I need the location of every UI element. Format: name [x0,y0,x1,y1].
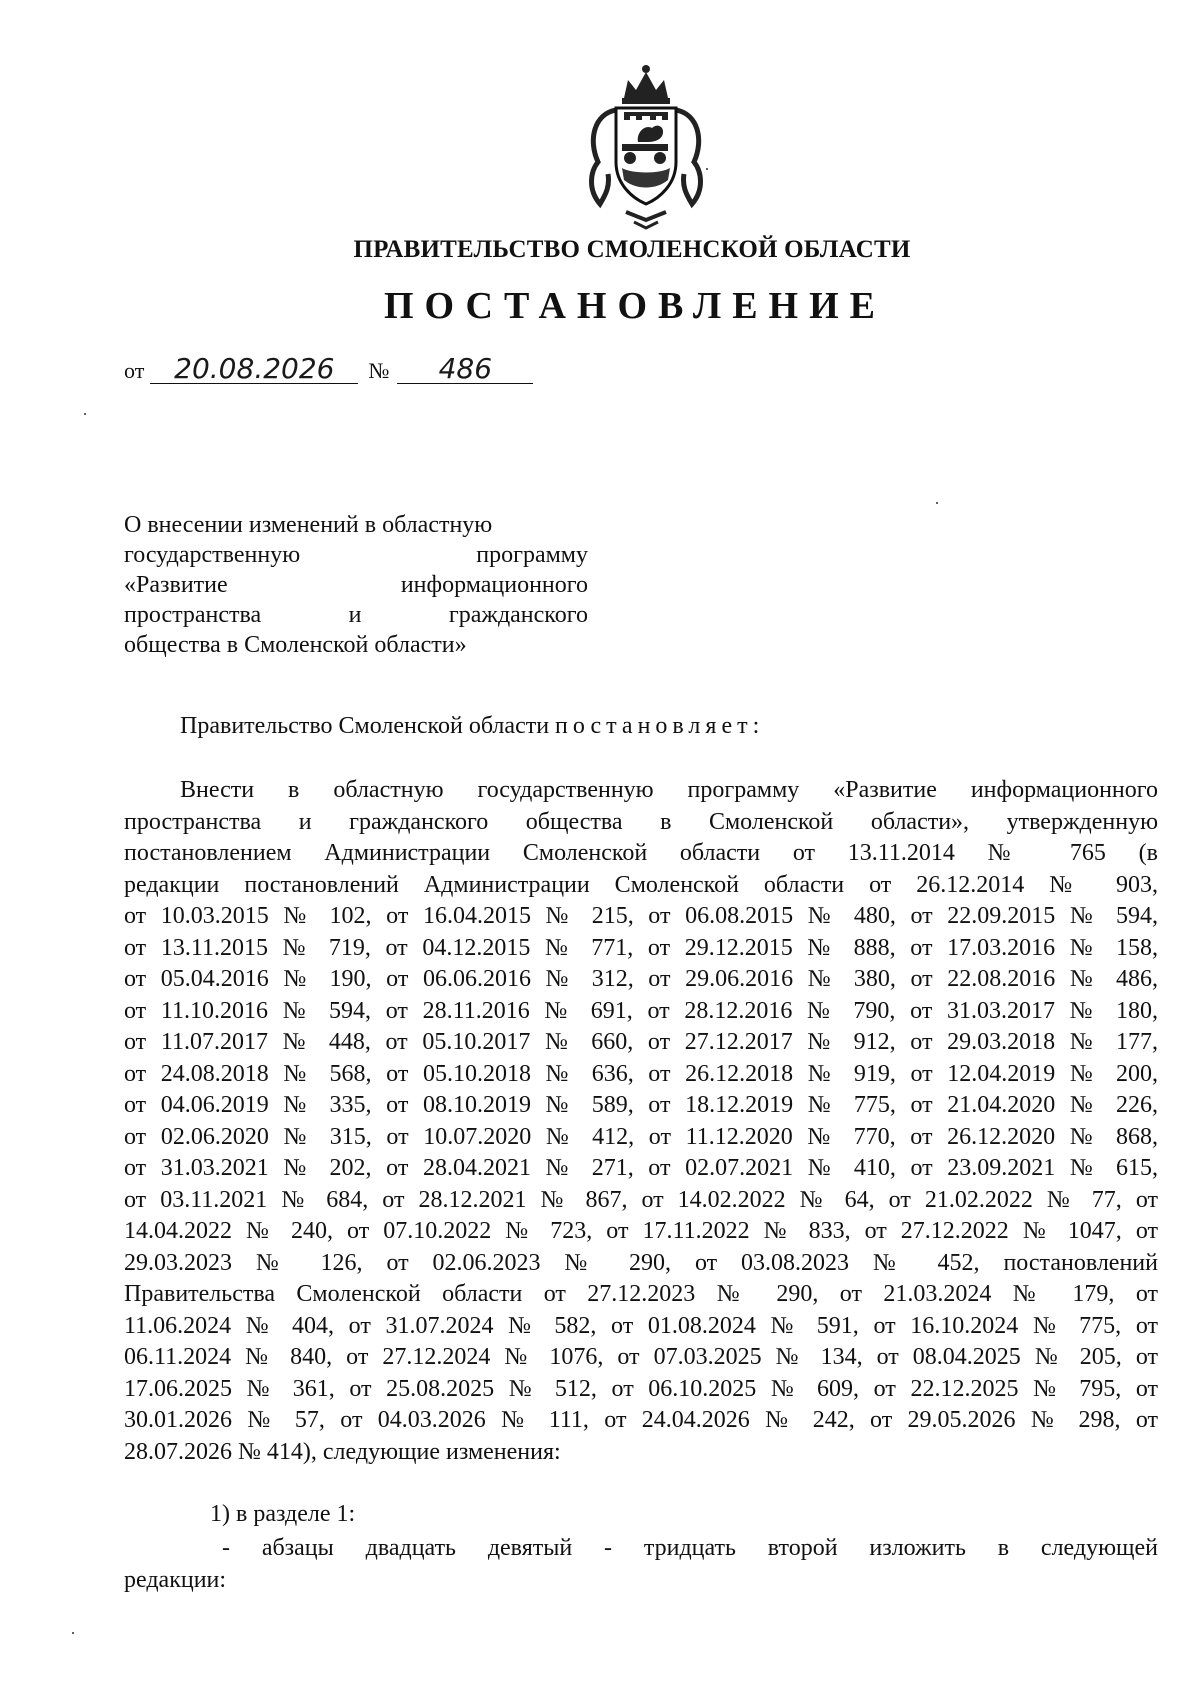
paragraph-line: - абзацы двадцать девятый - тридцать второй изложить в следующей [222,1535,1158,1561]
body-line: от 04.06.2019 № 335, от 08.10.2019 № 589, от 18.12.2019 № 775, от 21.04.2020 № 226, [124,1092,1158,1118]
body-line: 30.01.2026 № 57, от 04.03.2026 № 111, от 24.04.2026 № 242, от 29.05.2026 № 298, от [124,1407,1158,1433]
handwritten-date: 20.08.2026 [150,355,358,384]
subject-line: общества в Смоленской области» [124,632,467,658]
document-subject [124,510,588,660]
body-line: 11.06.2024 № 404, от 31.07.2024 № 582, от 01.08.2024 № 591, от 16.10.2024 № 775, от [124,1312,1158,1339]
paragraph-line: редакции: [124,1566,227,1593]
organization-name: ПРАВИТЕЛЬСТВО СМОЛЕНСКОЙ ОБЛАСТИ [353,236,911,263]
subject-line: О внесении изменений в областную [124,512,493,538]
body-line: от 11.07.2017 № 448, от 05.10.2017 № 660, от 27.12.2017 № 912, от 29.03.2018 № 177, [124,1029,1158,1055]
body-line: 14.04.2022 № 240, от 07.10.2022 № 723, от 17.11.2022 № 833, от 27.12.2022 № 1047, от [124,1218,1158,1244]
scan-speck [84,413,86,415]
body-line: от 31.03.2021 № 202, от 28.04.2021 № 271, от 02.07.2021 № 410, от 23.09.2021 № 615, [124,1155,1158,1181]
subject-line: государственную программу [124,542,588,568]
body-line: от 24.08.2018 № 568, от 05.10.2018 № 636, от 26.12.2018 № 919, от 12.04.2019 № 200, [124,1060,1158,1087]
body-line: 28.07.2026 № 414), следующие изменения: [124,1438,561,1465]
body-line: редакции постановлений Администрации Смоленской области от 26.12.2014 № 903, [124,871,1158,898]
body-line: от 03.11.2021 № 684, от 28.12.2021 № 867, от 14.02.2022 № 64, от 21.02.2022 № 77, от [124,1186,1158,1213]
body-line: от 11.10.2016 № 594, от 28.11.2016 № 691, от 28.12.2016 № 790, от 31.03.2017 № 180, [124,997,1158,1024]
scan-speck [936,502,938,504]
body-line: от 02.06.2020 № 315, от 10.07.2020 № 412, от 11.12.2020 № 770, от 26.12.2020 № 868, [124,1123,1158,1150]
body-line: 06.11.2024 № 840, от 27.12.2024 № 1076, от 07.03.2025 № 134, от 08.04.2025 № 205, от [124,1344,1158,1370]
list-item-1: 1) в разделе 1: [210,1501,356,1527]
handwritten-number: 486 [397,355,533,384]
resolution-lead: Правительство Смоленской области [180,713,550,739]
scan-speck [72,1632,74,1634]
body-line: от 13.11.2015 № 719, от 04.12.2015 № 771, от 29.12.2015 № 888, от 17.03.2016 № 158, [124,934,1158,961]
scan-speck [706,168,708,170]
body-line: постановлением Администрации Смоленской области от 13.11.2014 № 765 (в [124,840,1158,866]
subject-line: «Развитие информационного [124,572,588,598]
number-prefix: № [368,358,390,383]
resolution-verb: постановляет: [555,713,765,739]
body-line: Правительства Смоленской области от 27.12.2023 № 290, от 21.03.2024 № 179, от [124,1281,1158,1307]
body-line: пространства и гражданского общества в Смоленской области», утвержденную [124,808,1158,835]
body-line: Внести в областную государственную программу «Развитие информационного [180,777,1158,803]
date-prefix: от [124,358,145,383]
subject-line: пространства и гражданского [124,602,588,628]
amendment-paragraph [124,1533,1158,1596]
date-number-line [124,352,533,385]
main-body-text [124,775,1158,1468]
body-line: от 10.03.2015 № 102, от 16.04.2015 № 215, от 06.08.2015 № 480, от 22.09.2015 № 594, [124,903,1158,929]
document-type: ПОСТАНОВЛЕНИЕ [383,285,887,327]
body-line: 29.03.2023 № 126, от 02.06.2023 № 290, от 03.08.2023 № 452, постановлений [124,1249,1158,1276]
body-line: от 05.04.2016 № 190, от 06.06.2016 № 312, от 29.06.2016 № 380, от 22.08.2016 № 486, [124,966,1158,992]
resolution-phrase [180,713,764,740]
coat-of-arms-emblem [576,62,716,230]
body-line: 17.06.2025 № 361, от 25.08.2025 № 512, от 06.10.2025 № 609, от 22.12.2025 № 795, от [124,1375,1158,1402]
